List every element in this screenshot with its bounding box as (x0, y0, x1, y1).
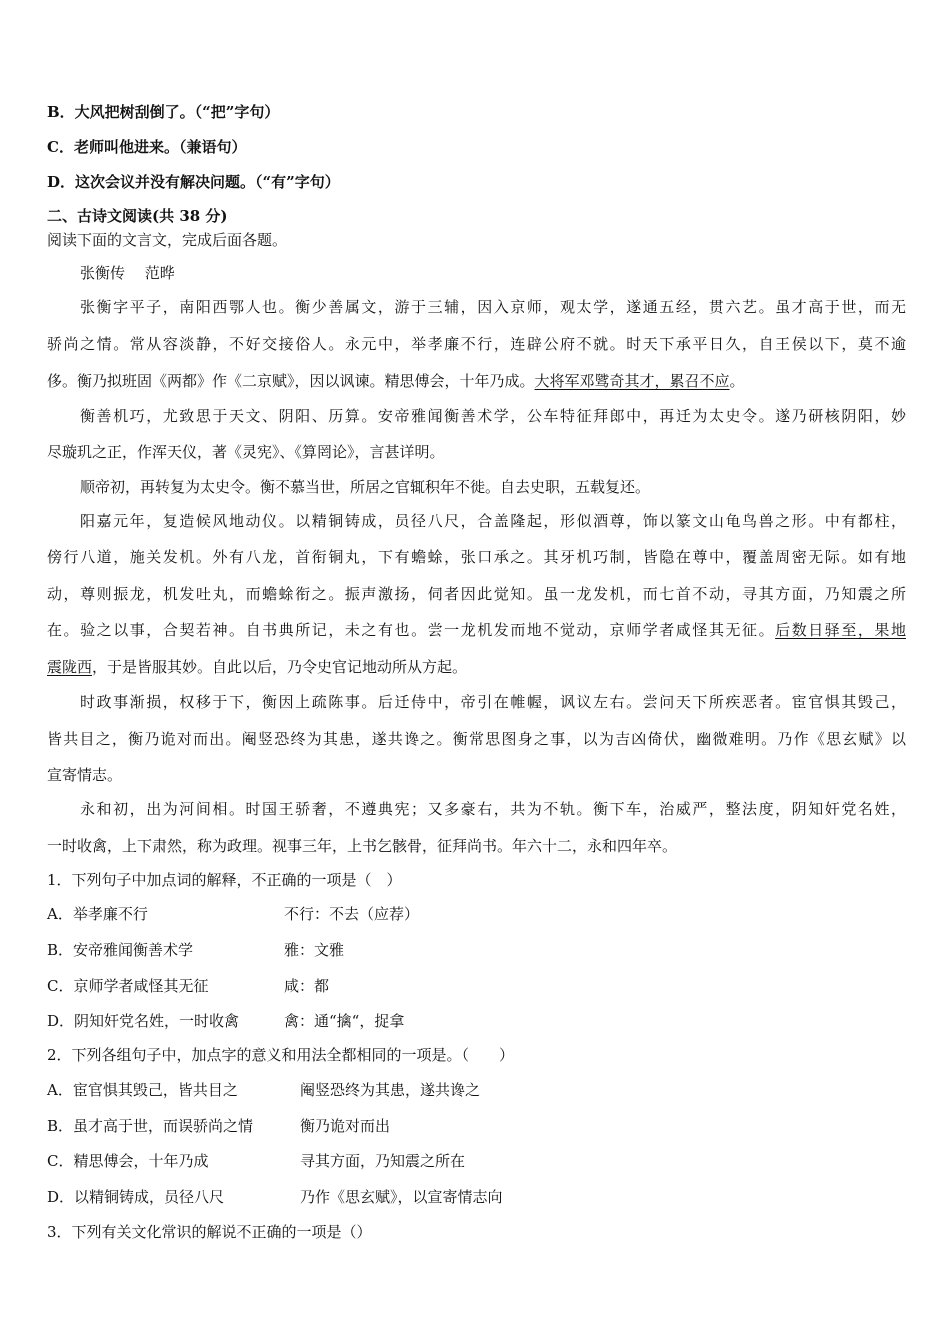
passage-text: 侈。衡乃拟班固《两都》作《二京赋》，因以讽谏。精思傅会，十年乃成。 (47, 372, 535, 390)
q1-option-d-gloss: 禽：通“擒“，捉拿 (284, 1012, 405, 1030)
underlined-sentence: 后数日驿至，果地 (775, 621, 906, 639)
passage-text: 在。验之以事，合契若神。自书典所记，未之有也。尝一龙机发而地不觉动，京师学者咸怪其无征。 (47, 621, 776, 639)
passage-line: 永和初，出为河间相。时国王骄奢，不遵典宪；又多豪右，共为不轨。衡下车，治威严，整法度，阴知奸党名姓， (80, 800, 906, 818)
underlined-sentence: 大将军邓骘奇其才，累召不应 (534, 372, 730, 390)
passage-line: 顺帝初，再转复为太史令。衡不慕当世，所居之官辄积年不徙。自去史职，五载复还。 (80, 478, 651, 496)
passage-line: 尽璇玑之正，作浑天仪，著《灵宪》、《算罔论》，言甚详明。 (47, 443, 445, 461)
q2-option-b: B．虽才高于世，而误骄尚之情 (47, 1117, 254, 1135)
option-d: D．这次会议并没有解决问题。（“有”字句） (47, 173, 340, 191)
q2-option-a-pair: 阉竖恐终为其患，遂共谗之 (300, 1081, 481, 1099)
section-instruction: 阅读下面的文言文，完成后面各题。 (47, 231, 288, 249)
q1-option-a-gloss: 不行：不去（应荐） (284, 905, 420, 923)
passage-line: 一时收禽，上下肃然，称为政理。视事三年，上书乞骸骨，征拜尚书。年六十二，永和四年卒。 (47, 837, 678, 855)
question-2-stem: 2．下列各组句子中，加点字的意义和用法全都相同的一项是。（ ） (47, 1046, 515, 1064)
passage-text: 。 (729, 372, 745, 390)
passage-line: 阳嘉元年，复造候风地动仪。以精铜铸成，员径八尺，合盖隆起，形似酒尊，饰以篆文山龟鸟兽之形。中有都柱， (80, 512, 906, 530)
passage-line (47, 371, 906, 391)
passage-line: 衡善机巧，尤致思于天文、阴阳、历算。安帝雅闻衡善术学，公车特征拜郎中，再迁为太史令。遂乃研核阴阳，妙 (80, 407, 906, 425)
q2-option-c: C．精思傅会，十年乃成 (47, 1152, 209, 1170)
q2-option-b-pair: 衡乃诡对而出 (300, 1117, 391, 1135)
question-3-stem: 3．下列有关文化常识的解说不正确的一项是（） (47, 1223, 372, 1241)
q2-option-d: D．以精铜铸成，员径八尺 (47, 1188, 225, 1206)
passage-line: 傍行八道，施关发机。外有八龙，首衔铜丸，下有蟾蜍，张口承之。其牙机巧制，皆隐在尊中，覆盖周密无际。如有地 (47, 548, 906, 566)
passage-line: 时政事渐损，权移于下，衡因上疏陈事。后迁侍中，帝引在帷幄，讽议左右。尝问天下所疾恶者。宦官惧其毁己， (80, 693, 906, 711)
q2-option-d-pair: 乃作《思玄赋》，以宣寄情志向 (300, 1188, 503, 1206)
passage-line: 骄尚之情。常从容淡静，不好交接俗人。永元中，举孝廉不行，连辟公府不就。时天下承平日久，自王侯以下，莫不逾 (47, 335, 906, 353)
q2-option-c-pair: 寻其方面，乃知震之所在 (300, 1152, 466, 1170)
question-1-stem: 1．下列句子中加点词的解释，不正确的一项是（ ） (47, 871, 402, 889)
passage-line: 张衡字平子，南阳西鄂人也。衡少善属文，游于三辅，因入京师，观太学，遂通五经，贯六艺。虽才高于世，而无 (80, 298, 906, 316)
underlined-sentence: 震陇西 (47, 658, 93, 676)
q1-option-b: B．安帝雅闻衡善术学 (47, 941, 194, 959)
q1-option-d: D．阴知奸党名姓，一时收禽 (47, 1012, 240, 1030)
section-heading: 二、古诗文阅读(共 38 分) (47, 207, 228, 225)
passage-text: ，于是皆服其妙。自此以后，乃令史官记地动所从方起。 (92, 658, 468, 676)
q1-option-c-gloss: 咸：都 (284, 977, 330, 995)
passage-title: 张衡传 范晔 (80, 264, 175, 282)
option-b: B．大风把树刮倒了。（“把”字句） (47, 103, 280, 121)
passage-line: 动，尊则振龙，机发吐丸，而蟾蜍衔之。振声激扬，伺者因此觉知。虽一龙发机，而七首不动，寻其方面，乃知震之所 (47, 585, 906, 603)
option-c: C．老师叫他进来。（兼语句） (47, 138, 247, 156)
passage-line: 宣寄情志。 (47, 766, 123, 784)
q1-option-c: C．京师学者咸怪其无征 (47, 977, 209, 995)
q1-option-a: A．举孝廉不行 (47, 905, 148, 923)
passage-line (47, 657, 906, 677)
passage-line (47, 620, 906, 640)
passage-line: 皆共目之，衡乃诡对而出。阉竖恐终为其患，遂共谗之。衡常思图身之事，以为吉凶倚伏，幽微难明。乃作《思玄赋》以 (47, 730, 906, 748)
q1-option-b-gloss: 雅：文雅 (284, 941, 345, 959)
q2-option-a: A．宦官惧其毁己，皆共目之 (47, 1081, 238, 1099)
